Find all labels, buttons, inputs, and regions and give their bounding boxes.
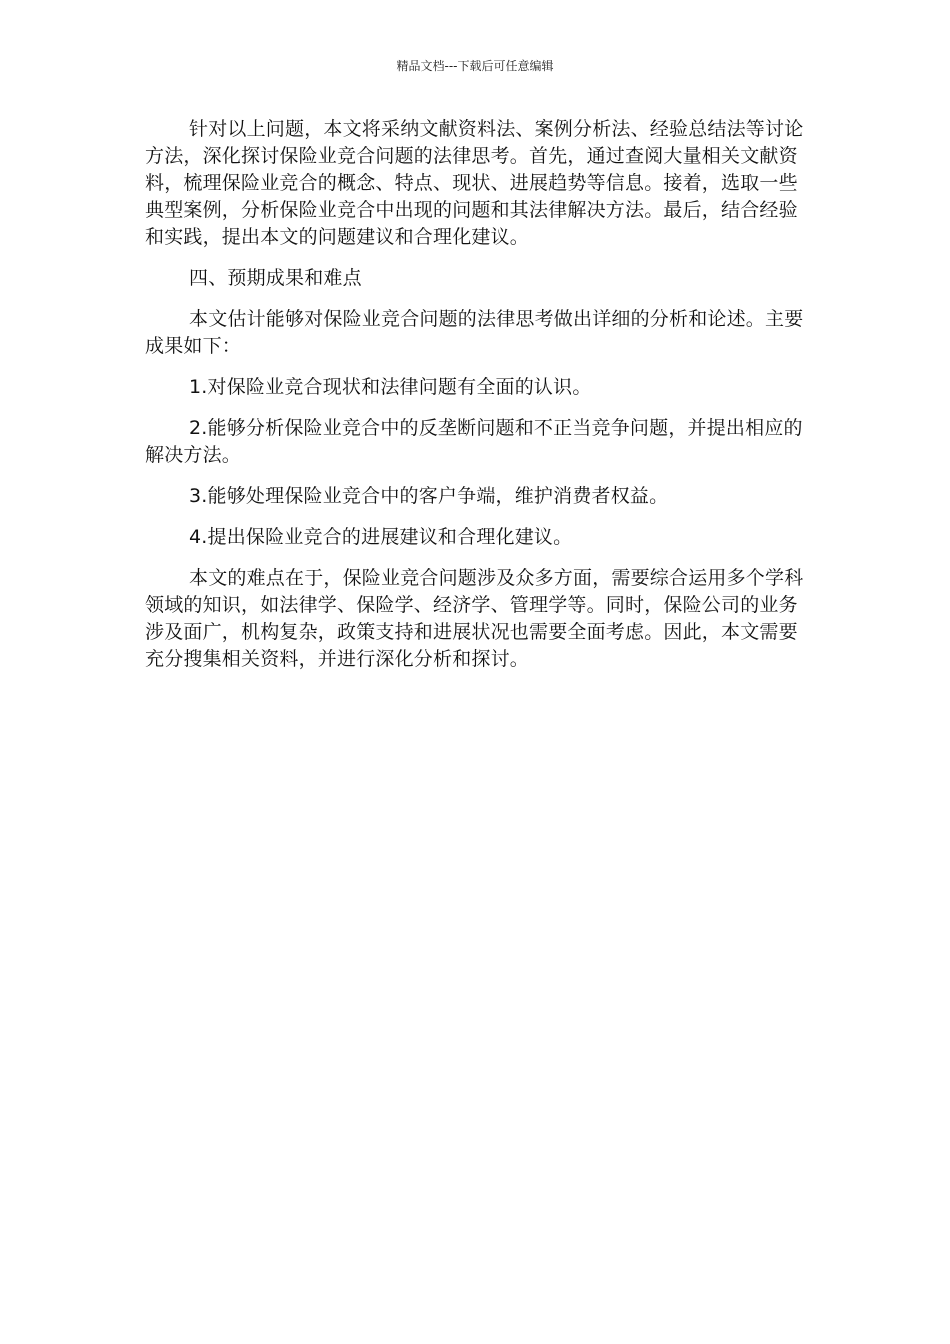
- list-item-result-4: 4.提出保险业竞合的进展建议和合理化建议。: [189, 526, 573, 548]
- paragraph-methods: 针对以上问题，本文将采纳文献资料法、案例分析法、经验总结法等讨论方法，深化探讨保险业竞合问题的法律思考。首先，通过查阅大量相关文献资料，梳理保险业竞合的概念、特点、现状、进展趋势等信息。接着，选取一些典型案例，分析保险业竞合中出现的问题和其法律解决方法。最后，结合经验和实践，提出本文的问题建议和合理化建议。: [145, 118, 804, 248]
- paragraph-results-intro: 本文估计能够对保险业竞合问题的法律思考做出详细的分析和论述。主要成果如下：: [145, 308, 804, 357]
- page-header: 精品文档---下载后可任意编辑: [396, 59, 554, 73]
- list-item-result-2: 2.能够分析保险业竞合中的反垄断问题和不正当竞争问题，并提出相应的解决方法。: [145, 417, 803, 466]
- document-body: [145, 116, 807, 687]
- paragraph-difficulties: 本文的难点在于，保险业竞合问题涉及众多方面，需要综合运用多个学科领域的知识，如法律学、保险学、经济学、管理学等。同时，保险公司的业务涉及面广，机构复杂，政策支持和进展状况也需要全面考虑。因此，本文需要充分搜集相关资料，并进行深化分析和探讨。: [145, 567, 804, 670]
- section-heading-expected-results: 四、预期成果和难点: [189, 267, 362, 289]
- list-item-result-3: 3.能够处理保险业竞合中的客户争端，维护消费者权益。: [189, 485, 669, 507]
- list-item-result-1: 1.对保险业竞合现状和法律问题有全面的认识。: [189, 376, 592, 398]
